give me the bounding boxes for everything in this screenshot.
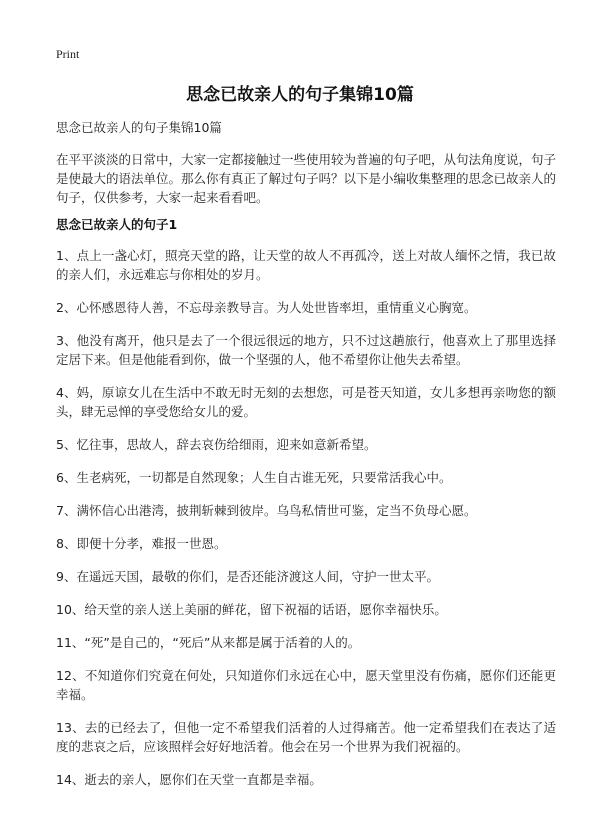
list-item: 11、“死”是自己的，“死后”从来都是属于活着的人的。	[56, 635, 361, 650]
print-link[interactable]: Print	[56, 47, 80, 61]
sentence-list	[56, 246, 556, 803]
section-heading: 思念已故亲人的句子1	[56, 217, 178, 232]
list-item: 2、心怀感恩待人善，不忘母亲教导言。为人处世皆率坦，重情重义心胸宽。	[56, 300, 477, 315]
page-title: 思念已故亲人的句子集锦10篇	[186, 85, 414, 105]
page-subtitle: 思念已故亲人的句子集锦10篇	[56, 120, 222, 135]
list-item: 3、他没有离开，他只是去了一个很远很远的地方，只不过这趟旅行，他喜欢上了那里选择定居下来。但是他能看到你，做一个坚强的人，他不希望你让他失去希望。	[56, 333, 556, 367]
list-item: 12、不知道你们究竟在何处，只知道你们永远在心中，愿天堂里没有伤痛，愿你们还能更幸福。	[56, 668, 556, 702]
list-item: 4、妈，原谅女儿在生活中不敢无时无刻的去想您，可是苍天知道，女儿多想再亲吻您的额头，肆无忌惮的享受您给女儿的爱。	[56, 385, 556, 419]
list-item: 10、给天堂的亲人送上美丽的鲜花，留下祝福的话语，愿你幸福快乐。	[56, 602, 447, 617]
list-item: 6、生老病死，一切都是自然现象；人生自古谁无死，只要常活我心中。	[56, 470, 452, 485]
list-item: 9、在遥远天国，最敬的你们，是否还能济渡这人间，守护一世太平。	[56, 569, 439, 584]
list-item: 14、逝去的亲人，愿你们在天堂一直都是幸福。	[56, 772, 322, 787]
list-item: 1、点上一盏心灯，照亮天堂的路，让天堂的故人不再孤冷，送上对故人缅怀之情，我已故的亲人们，永远难忘与你相处的岁月。	[56, 248, 556, 282]
intro-paragraph: 在平平淡淡的日常中，大家一定都接触过一些使用较为普遍的句子吧，从句法角度说，句子是使最大的语法单位。那么你有真正了解过句子吗？以下是小编收集整理的思念已故亲人的句子，仅供参考，大家一起来看看吧。	[56, 152, 557, 205]
list-item: 8、即便十分孝，难报一世恩。	[56, 536, 227, 551]
list-item: 7、满怀信心出港湾，披荆斩棘到彼岸。乌鸟私情世可鉴，定当不负母心愿。	[56, 503, 477, 518]
list-item: 13、去的已经去了，但他一定不希望我们活着的人过得痛苦。他一定希望我们在表达了适度的悲哀之后，应该照样会好好地活着。他会在另一个世界为我们祝福的。	[56, 720, 556, 754]
list-item: 5、忆往事，思故人，辞去哀伤给细雨，迎来如意新希望。	[56, 437, 377, 452]
